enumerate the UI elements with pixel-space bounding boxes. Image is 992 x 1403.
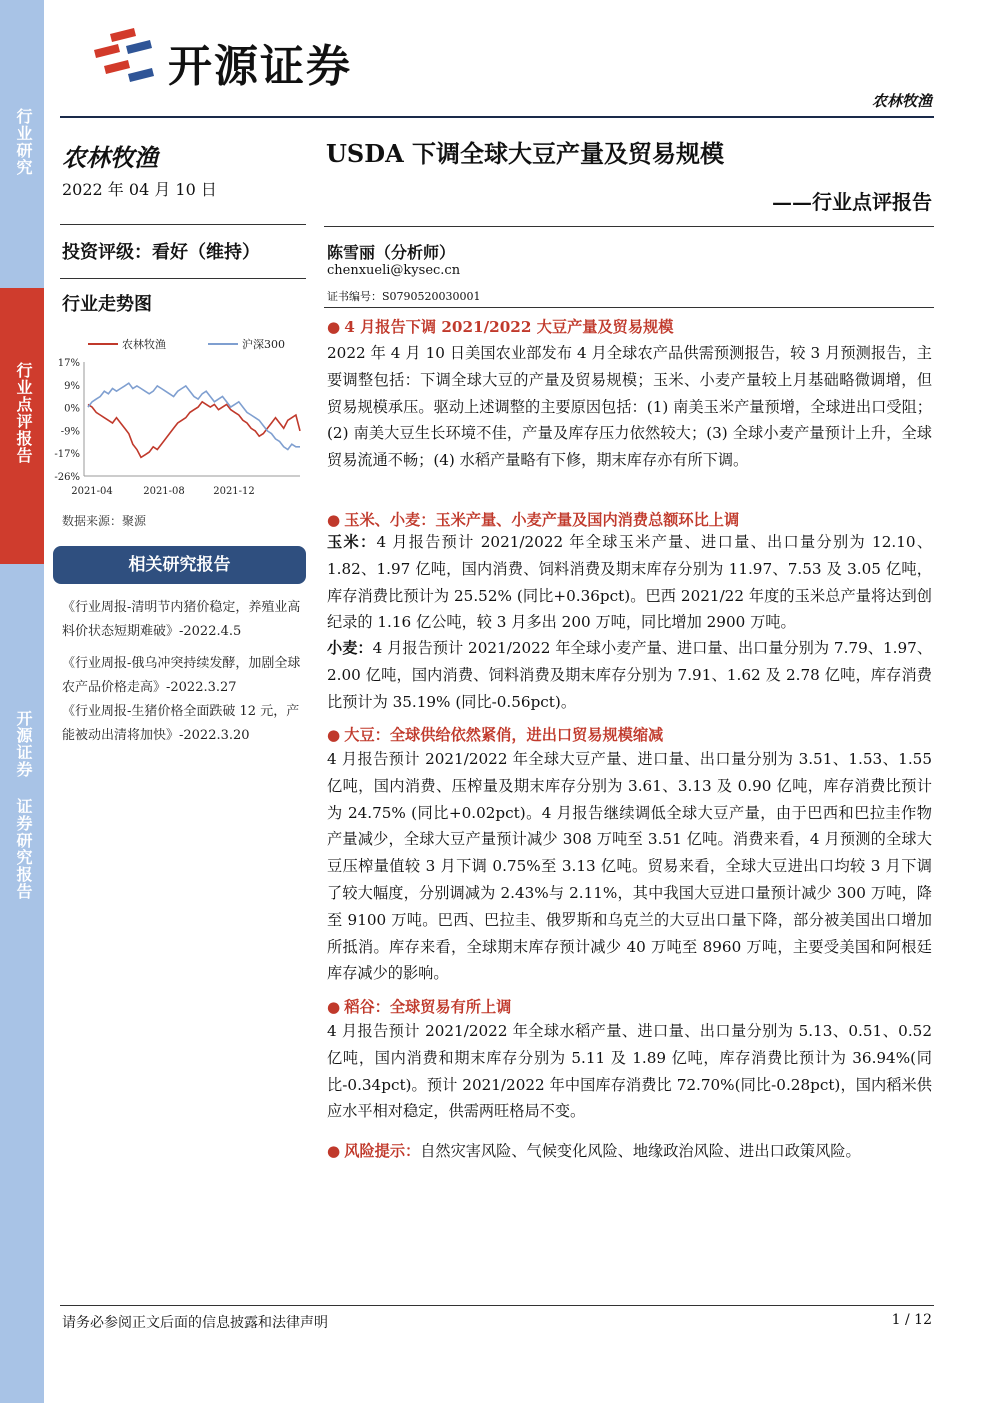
- analyst-divider: [324, 307, 934, 308]
- section-heading-1: ● 4 月报告下调 2021/2022 大豆产量及贸易规模: [327, 318, 674, 336]
- bullet-icon: ●: [327, 726, 341, 744]
- legend-label: 农林牧渔: [122, 338, 166, 351]
- y-tick-label: 0%: [64, 403, 80, 415]
- section-body-3: 4 月报告预计 2021/2022 年全球大豆产量、进口量、出口量分别为 3.51、1.53、1.55 亿吨，国内消费、压榨量及期末库存分别为 3.61、3.13 及 0.90 亿吨，库存消费比预计为 24.75% (同比+0.02pct)。4 月报告继续调低全球大豆产量，由于巴西和巴拉圭作物产量减少，全球大豆产量预计减少 308 万吨至 3.51 亿吨。消费来看，4 月预测的全球大豆压榨量值较 3 月下调 0.75%至 3.13 亿吨。贸易来看，全球大豆进出口均较 3 月下调了较大幅度，分别调减为 2.43%与 2.11%，其中我国大豆进口量预计减少 300 万吨，降至 9100 万吨。巴西、巴拉圭、俄罗斯和乌克兰的大豆出口量下降，部分被美国出口增加所抵消。库存来看，全球期末库存预计减少 40 万吨至 8960 万吨，主要受美国和阿根廷库存减少的影响。: [327, 750, 932, 983]
- risk-warning: ● 风险提示：自然灾害风险、气候变化风险、地缘政治风险、进出口政策风险。: [327, 1142, 861, 1160]
- x-tick-label: 2021-04: [71, 486, 113, 497]
- left-divider: [60, 278, 306, 279]
- x-tick-label: 2021-12: [213, 486, 255, 497]
- side-label-research: 行业研究: [14, 108, 33, 176]
- section-heading-2: ● 玉米、小麦：玉米产量、小麦产量及国内消费总额环比上调: [327, 511, 740, 529]
- section-body-4: 4 月报告预计 2021/2022 年全球水稻产量、进口量、出口量分别为 5.13、0.51、0.52 亿吨，国内消费和期末库存分别为 5.11 及 1.89 亿吨，库存消费比预计为 36.94%(同比-0.34pct)。预计 2021/2022 年中国库存消费比 72.70%(同比-0.28pct)，国内稻米供应水平相对稳定，供需两旺格局不变。: [327, 1022, 932, 1121]
- analyst-email[interactable]: chenxueli@kysec.cn: [327, 263, 461, 278]
- y-tick-label: 9%: [64, 380, 80, 392]
- series-line-hs300: [88, 383, 300, 449]
- page-number: 1 / 12: [891, 1312, 932, 1328]
- bullet-icon: ●: [327, 998, 341, 1016]
- trend-chart-title: 行业走势图: [62, 294, 152, 315]
- bullet-icon: ●: [327, 1142, 341, 1160]
- series-line-agri: [88, 402, 300, 458]
- analyst-name: 陈雪丽（分析师）: [327, 243, 456, 262]
- bullet-icon: ●: [327, 511, 341, 529]
- company-name: 开源证券: [168, 41, 352, 92]
- section-heading-3: ● 大豆：全球供给依然紧俏，进出口贸易规模缩减: [327, 726, 664, 744]
- section-heading-4: ● 稻谷：全球贸易有所上调: [327, 998, 512, 1016]
- sector-name: 农林牧渔: [62, 143, 158, 172]
- section-body-wheat: 小麦：4 月报告预计 2021/2022 年全球小麦产量、进口量、出口量分别为 7.79、1.97、2.00 亿吨，国内消费、饲料消费及期末库存分别为 7.91、1.62 及 2.78 亿吨，库存消费比预计为 35.19% (同比-0.56pct)。: [327, 639, 933, 711]
- chart-source: 数据来源：聚源: [62, 514, 147, 528]
- investment-rating: 投资评级：看好（维持）: [62, 242, 260, 263]
- left-divider: [60, 224, 306, 225]
- legend-label: 沪深300: [242, 338, 285, 351]
- side-label-company: 开源证券 证券研究报告: [14, 710, 33, 900]
- y-tick-label: 17%: [57, 358, 80, 369]
- related-report-link[interactable]: 《行业周报-清明节内猪价稳定，养殖业高料价状态短期难破》-2022.4.5: [62, 600, 301, 639]
- footer-disclaimer: 请务必参阅正文后面的信息披露和法律声明: [62, 1315, 328, 1331]
- title-divider: [324, 226, 934, 227]
- x-tick-label: 2021-08: [143, 486, 185, 497]
- related-report-link[interactable]: 《行业周报-俄乌冲突持续发酵，加剧全球农产品价格走高》-2022.3.27: [62, 656, 301, 695]
- section-body-corn: 玉米：4 月报告预计 2021/2022 年全球玉米产量、进口量、出口量分别为 12.10、1.82、1.97 亿吨，国内消费、饲料消费及期末库存分别为 11.97、7.53 及 3.05 亿吨，库存消费比预计为 25.52% (同比+0.36pct)。巴西 2021/22 年度的玉米总产量将达到创纪录的 1.16 亿公吨，较 3 月多出 200 万吨，同比增加 2900 万吨。: [327, 533, 933, 632]
- report-date: 2022 年 04 月 10 日: [62, 180, 217, 199]
- section-body-1: 2022 年 4 月 10 日美国农业部发布 4 月全球农产品供需预测报告，较 3 月预测报告，主要调整包括：下调全球大豆的产量及贸易规模；玉米、小麦产量较上月基础略微调增，但贸易规模承压。驱动上述调整的主要原因包括：(1) 南美玉米产量预增，全球进出口受阻；(2) 南美大豆生长环境不佳，产量及库存压力依然较大；(3) 全球小麦产量预计上升，全球贸易流通不畅；(4) 水稻产量略有下修，期末库存亦有所下调。: [327, 344, 932, 470]
- industry-trend-chart: [52, 330, 306, 500]
- related-report-link[interactable]: 《行业周报-生猪价格全面跌破 12 元，产能被动出清将加快》-2022.3.20: [62, 704, 300, 743]
- side-band: [0, 0, 44, 1403]
- related-reports-header: 相关研究报告: [53, 546, 306, 584]
- header-category: 农林牧渔: [871, 92, 932, 110]
- report-title: USDA 下调全球大豆产量及贸易规模: [326, 139, 725, 168]
- footer-divider: [60, 1305, 934, 1306]
- company-logo-icon: [90, 28, 158, 84]
- header-divider: [60, 116, 934, 118]
- report-subtitle: ——行业点评报告: [772, 190, 932, 214]
- y-tick-label: -26%: [54, 472, 80, 483]
- y-tick-label: -17%: [54, 449, 80, 461]
- y-tick-label: -9%: [60, 426, 80, 438]
- side-label-report-type: 行业点评报告: [14, 362, 33, 464]
- bullet-icon: ●: [327, 318, 341, 336]
- analyst-cert: 证书编号：S0790520030001: [327, 290, 481, 303]
